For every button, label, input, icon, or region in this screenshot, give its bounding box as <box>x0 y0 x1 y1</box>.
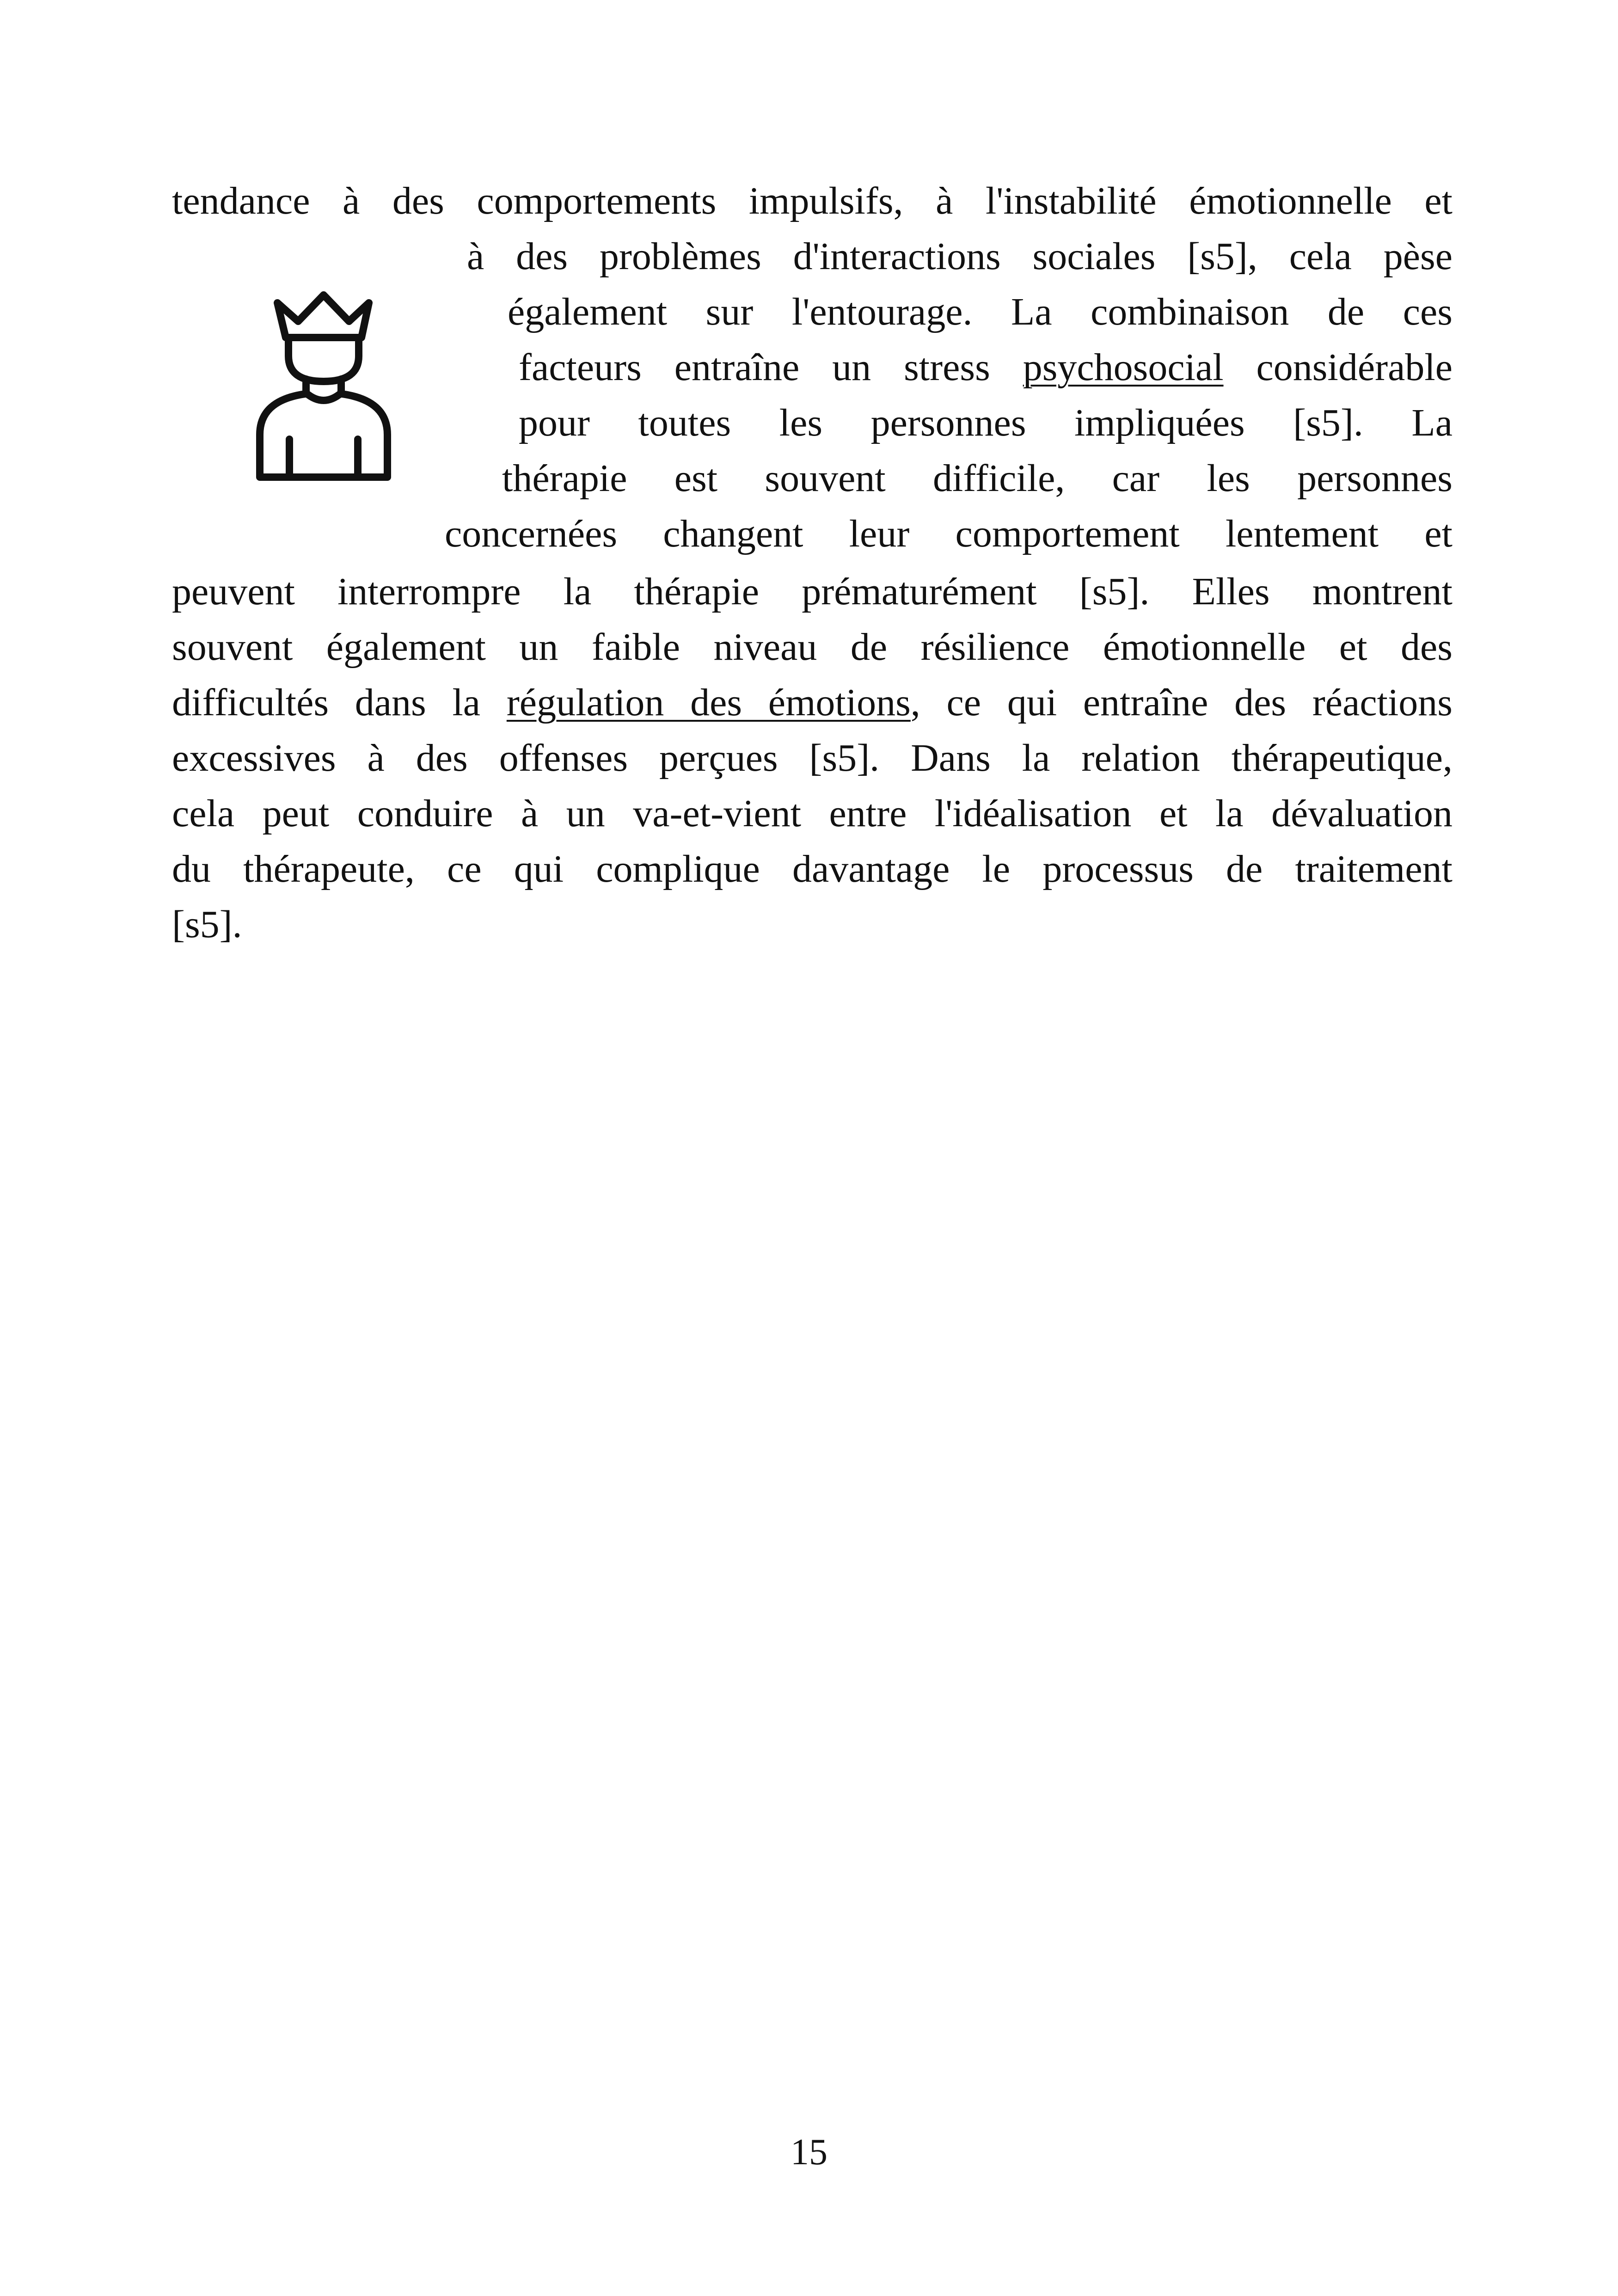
emotion-regulation-link[interactable]: régulation des émotions <box>506 681 911 724</box>
crowned-person-icon <box>250 287 398 485</box>
psychosocial-link[interactable]: psychosocial <box>1023 346 1224 389</box>
text-line-13: du thérapeute, ce qui complique davantage le processus de traitement <box>172 847 1453 890</box>
text-line-4-before: facteurs entraîne un stress <box>519 346 1023 389</box>
text-line-1: tendance à des comportements impulsifs, à l'instabilité émotionnelle et <box>172 179 1453 222</box>
text-line-9: souvent également un faible niveau de résilience émotionnelle et des <box>172 626 1453 669</box>
text-line-7: concernées changent leur comportement lentement et <box>445 512 1453 555</box>
text-line-3: également sur l'entourage. La combinaison de ces <box>508 290 1453 333</box>
text-line-8: peuvent interrompre la thérapie prématurément [s5]. Elles montrent <box>172 570 1453 613</box>
text-line-10 <box>172 677 1453 728</box>
text-line-6: thérapie est souvent difficile, car les personnes <box>502 457 1453 500</box>
text-line-5: pour toutes les personnes impliquées [s5]. La <box>519 401 1453 444</box>
text-line-4 <box>519 342 1453 393</box>
text-line-2: à des problèmes d'interactions sociales [s5], cela pèse <box>467 235 1453 278</box>
text-line-14: [s5]. <box>172 903 242 946</box>
text-line-12: cela peut conduire à un va-et-vient entre l'idéalisation et la dévaluation <box>172 792 1453 835</box>
text-line-10-before: difficultés dans la <box>172 681 507 724</box>
text-line-11: excessives à des offenses perçues [s5]. Dans la relation thérapeutique, <box>172 737 1453 780</box>
text-line-4-after: considérable <box>1223 346 1453 389</box>
page-number: 15 <box>791 2132 827 2173</box>
text-line-10-after: , ce qui entraîne des réactions <box>910 681 1453 724</box>
